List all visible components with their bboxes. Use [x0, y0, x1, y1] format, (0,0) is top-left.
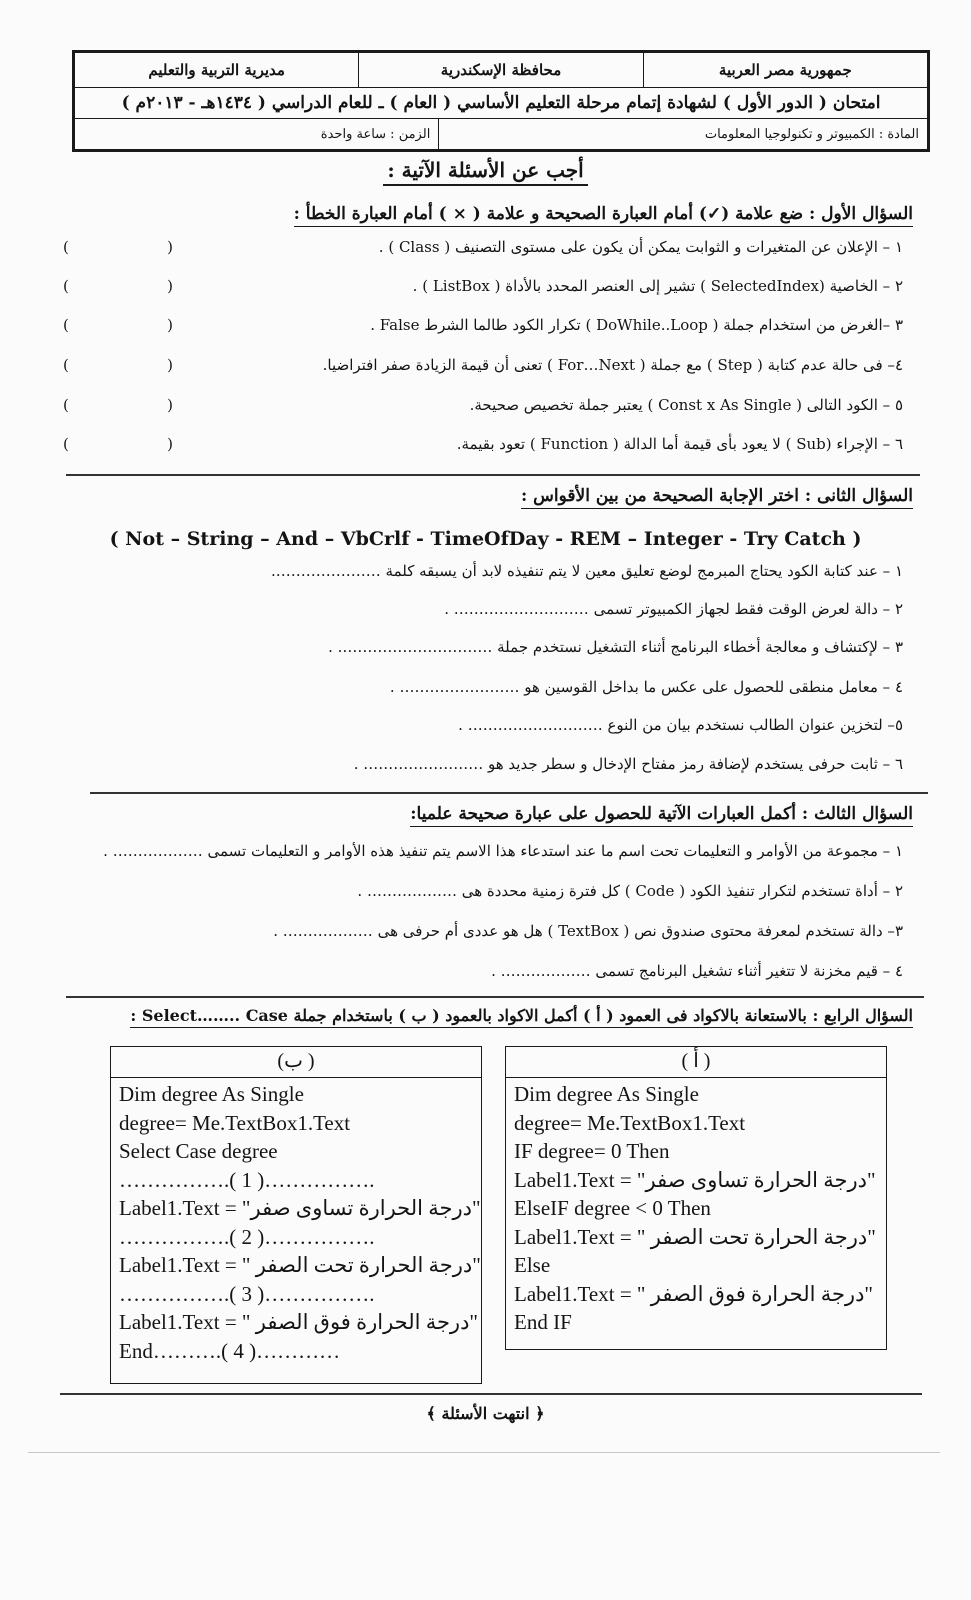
- divider: [60, 1393, 922, 1395]
- code-line: degree= Me.TextBox1.Text: [119, 1110, 351, 1135]
- q2-item: ٥– لتخزين عنوان الطالب نستخدم بيان من النوع ……………………… .: [458, 716, 903, 734]
- answer-parens[interactable]: ( ): [63, 396, 173, 414]
- blank-3[interactable]: …………….( 3 )…………….: [119, 1281, 375, 1306]
- q1-item: ٥ – الكود التالى ( Const x As Single ) يعتبر جملة تخصيص صحيحة. ( ): [63, 396, 903, 414]
- code-line: IF degree= 0 Then: [514, 1139, 670, 1163]
- header-row-2: [75, 88, 927, 119]
- q1-item: ٣ –الغرض من استخدام جملة ( DoWhile..Loop ) تكرار الكود طالما الشرط False . ( ): [63, 316, 903, 334]
- column-b-label: (ب ): [111, 1047, 481, 1078]
- code-line: ElseIF degree < 0 Then: [514, 1196, 711, 1220]
- blank-1[interactable]: …………….( 1 )…………….: [119, 1167, 375, 1192]
- q3-heading: السؤال الثالث : أكمل العبارات الآتية للحصول على عبارة صحيحة علميا:: [410, 804, 913, 824]
- answer-parens[interactable]: ( ): [63, 238, 173, 256]
- code-line: Label1.Text = "درجة الحرارة تساوى صفر": [514, 1167, 876, 1192]
- column-a-code: [506, 1078, 886, 1339]
- code-column-a: [505, 1046, 887, 1350]
- code-line: Label1.Text = " درجة الحرارة تحت الصفر": [514, 1224, 876, 1249]
- end-of-questions: ﴿ انتهت الأسئلة ﴾: [426, 1404, 545, 1423]
- answer-parens[interactable]: ( ): [63, 277, 173, 295]
- code-line: Label1.Text = " درجة الحرارة فوق الصفر": [514, 1281, 873, 1306]
- page-edge: [28, 1452, 940, 1453]
- code-line: Label1.Text = " درجة الحرارة تحت الصفر": [119, 1253, 481, 1277]
- subject-cell: المادة : الكمبيوتر و تكنولوجيا المعلومات: [704, 126, 919, 142]
- code-line: End IF: [514, 1310, 572, 1334]
- governorate-cell: محافظة الإسكندرية: [359, 53, 643, 87]
- q1-item: ٦ – الإجراء (Sub ) لا يعود بأى قيمة أما الدالة ( Function ) تعود بقيمة. ( ): [63, 435, 903, 453]
- code-line: Dim degree As Single: [119, 1082, 304, 1106]
- divider: [66, 996, 924, 998]
- q1-item: ٢ – الخاصية (SelectedIndex ) تشير إلى العنصر المحدد بالأداة ( ListBox ) . ( ): [63, 277, 903, 295]
- q2-item: ٤ – معامل منطقى للحصول على عكس ما بداخل القوسين هو …………………… .: [389, 678, 903, 696]
- divider: [66, 474, 920, 476]
- code-line: degree= Me.TextBox1.Text: [514, 1110, 746, 1135]
- column-b-code: [111, 1078, 481, 1367]
- q1-item: ٤– فى حالة عدم كتابة ( Step ) مع جملة ( For…Next ) تعنى أن قيمة الزيادة صفر افتراضيا. ( ): [63, 356, 903, 374]
- header-row-1: [75, 53, 927, 88]
- code-line: Label1.Text = " درجة الحرارة فوق الصفر": [119, 1310, 478, 1334]
- code-line: Dim degree As Single: [514, 1082, 699, 1106]
- q2-item: ٢ – دالة لعرض الوقت فقط لجهاز الكمبيوتر تسمى ……………………… .: [444, 600, 903, 618]
- column-a-label: ( أ ): [506, 1047, 886, 1078]
- exam-header: [72, 50, 930, 152]
- code-line: Select Case degree: [119, 1139, 278, 1163]
- q3-item: ٣– دالة تستخدم لمعرفة محتوى صندوق نص ( TextBox ) هل هو عددى أم حرفى هى ……………… .: [273, 922, 903, 940]
- blank-4[interactable]: End……….( 4 )…………: [119, 1338, 341, 1363]
- q3-item: ٢ – أداة تستخدم لتكرار تنفيذ الكود ( Code ) كل فترة زمنية محددة هى ……………… .: [357, 882, 903, 900]
- q2-item: ٣ – لإكتشاف و معالجة أخطاء البرنامج أثناء التشغيل نستخدم جملة …………………………. .: [328, 638, 903, 656]
- code-column-b: [110, 1046, 482, 1384]
- answer-parens[interactable]: ( ): [63, 435, 173, 453]
- answer-parens[interactable]: ( ): [63, 316, 173, 334]
- code-line: Else: [514, 1253, 551, 1277]
- blank-2[interactable]: …………….( 2 )…………….: [119, 1224, 375, 1249]
- country-cell: جمهورية مصر العربية: [718, 61, 852, 79]
- header-row-3: [75, 119, 927, 149]
- q1-item: ١ – الإعلان عن المتغيرات و الثوابت يمكن أن يكون على مستوى التصنيف ( Class ) . ( ): [63, 238, 903, 256]
- q2-item: ٦ – ثابت حرفى يستخدم لإضافة رمز مفتاح الإدخال و سطر جديد هو …………………… .: [353, 755, 903, 773]
- exam-title: امتحان ( الدور الأول ) لشهادة إتمام مرحلة التعليم الأساسي ( العام ) ـ للعام الدراسي ( ١٤٣٤هـ - ٢٠١٣م ): [121, 93, 881, 113]
- q3-item: ٤ – قيم مخزنة لا تتغير أثناء تشغيل البرنامج تسمى ……………… .: [491, 962, 903, 980]
- time-cell: الزمن : ساعة واحدة: [75, 119, 439, 149]
- q2-heading: السؤال الثانى : اختر الإجابة الصحيحة من بين الأقواس :: [521, 486, 913, 506]
- q2-item: ١ – عند كتابة الكود يحتاج المبرمج لوضع تعليق معين لا يتم تنفيذه لابد أن يسبقه كلمة ………………….: [271, 562, 903, 580]
- divider: [90, 792, 928, 794]
- answer-parens[interactable]: ( ): [63, 356, 173, 374]
- directorate-cell: مديرية التربية والتعليم: [75, 53, 359, 87]
- q4-heading: السؤال الرابع : بالاستعانة بالاكواد فى العمود ( أ ) أكمل الاكواد بالعمود ( ب ) باستخدام جملة Select…….. Case :: [130, 1006, 913, 1025]
- q1-heading: السؤال الأول : ضع علامة (✓) أمام العبارة الصحيحة و علامة ( × ) أمام العبارة الخطأ :: [294, 204, 913, 224]
- code-line: Label1.Text = "درجة الحرارة تساوى صفر": [119, 1196, 481, 1220]
- main-title: أجب عن الأسئلة الآتية :: [0, 158, 971, 182]
- q2-choices: ( Not – String – And – VbCrlf - TimeOfDay - REM – Integer - Try Catch ): [109, 528, 862, 550]
- q3-item: ١ – مجموعة من الأوامر و التعليمات تحت اسم ما عند استدعاء هذا الاسم يتم تنفيذ هذه الأوامر و التعليمات تسمى ……………… .: [103, 842, 903, 860]
